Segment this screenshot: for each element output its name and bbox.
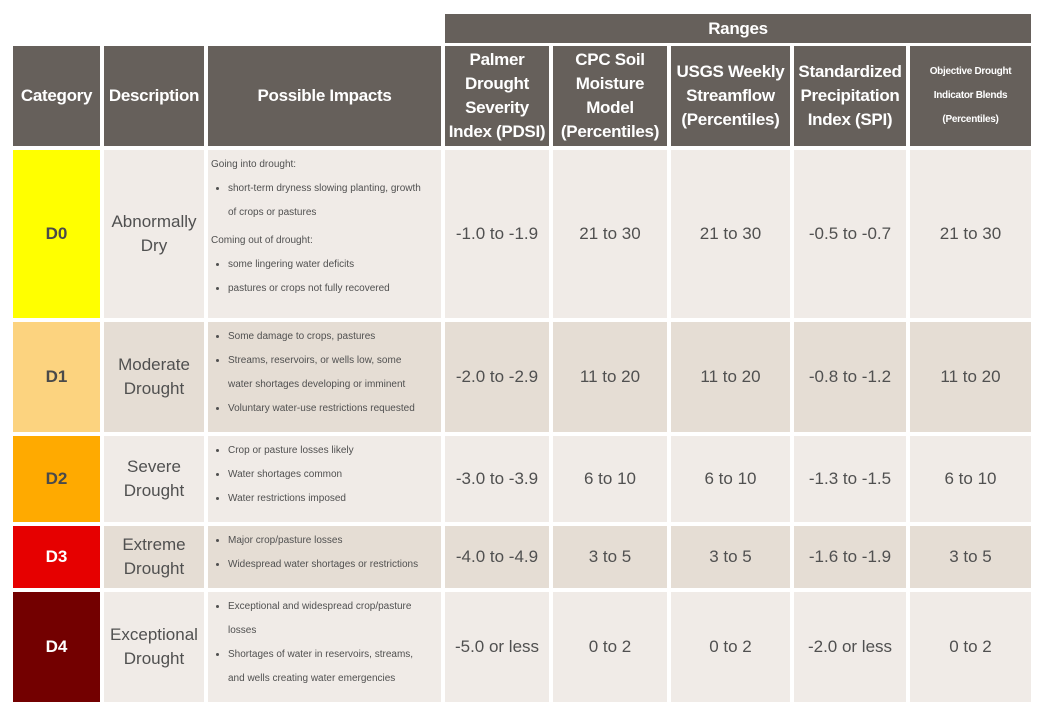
list-item: • Exceptional and widespread crop/pasture: [228, 595, 437, 619]
usgs-streamflow-header: USGS Weekly Streamflow (Percentiles): [671, 46, 790, 146]
usgs-cell: 21 to 30: [671, 150, 790, 318]
list-item: • Streams, reservoirs, or wells low, some: [228, 349, 437, 373]
impacts-list: [211, 439, 437, 511]
cpc-cell: 6 to 10: [553, 436, 667, 522]
impacts-list: [211, 177, 437, 225]
description-cell: Moderate Drought: [104, 322, 204, 432]
description-cell: Severe Drought: [104, 436, 204, 522]
list-item: of crops or pastures: [228, 207, 317, 218]
list-item: losses: [228, 625, 257, 636]
spi-cell: -2.0 or less: [794, 592, 906, 702]
list-item: • Water shortages common: [228, 463, 437, 487]
cpc-cell: 11 to 20: [553, 322, 667, 432]
blends-cell: 11 to 20: [910, 322, 1031, 432]
impacts-cell: [208, 526, 441, 588]
list-item: • pastures or crops not fully recovered: [228, 277, 437, 301]
list-item: • Widespread water shortages or restrictions: [228, 553, 437, 577]
list-item: water shortages developing or imminent: [228, 379, 406, 390]
list-item: • Voluntary water-use restrictions requested: [228, 397, 437, 421]
cpc-soil-header: CPC Soil Moisture Model (Percentiles): [553, 46, 667, 146]
spi-cell: -0.5 to -0.7: [794, 150, 906, 318]
impacts-list: [211, 595, 437, 691]
blends-cell: 0 to 2: [910, 592, 1031, 702]
cpc-cell: 0 to 2: [553, 592, 667, 702]
cpc-cell: 21 to 30: [553, 150, 667, 318]
spi-cell: -1.6 to -1.9: [794, 526, 906, 588]
pdsi-header: Palmer Drought Severity Index (PDSI): [445, 46, 549, 146]
blends-cell: 21 to 30: [910, 150, 1031, 318]
impacts-cell: [208, 436, 441, 522]
category-cell-d4: D4: [13, 592, 100, 702]
usgs-cell: 0 to 2: [671, 592, 790, 702]
pdsi-cell: -1.0 to -1.9: [445, 150, 549, 318]
list-item: • Some damage to crops, pastures: [228, 325, 437, 349]
category-cell-d3: D3: [13, 526, 100, 588]
pdsi-cell: -5.0 or less: [445, 592, 549, 702]
impacts-cell: [208, 322, 441, 432]
category-header: Category: [13, 46, 100, 146]
blends-cell: 3 to 5: [910, 526, 1031, 588]
possible-impacts-header: Possible Impacts: [208, 46, 441, 146]
impacts-coming-label: Coming out of drought:: [211, 235, 313, 246]
impacts-list: [211, 325, 437, 421]
ranges-header: Ranges: [445, 14, 1031, 43]
impacts-going-label: Going into drought:: [211, 159, 297, 170]
list-item: • Shortages of water in reservoirs, streams,: [228, 643, 437, 667]
list-item: and wells creating water emergencies: [228, 673, 396, 684]
impacts-cell: [208, 592, 441, 702]
blends-header: Objective Drought Indicator Blends (Percentiles): [910, 46, 1031, 146]
usgs-cell: 11 to 20: [671, 322, 790, 432]
spi-cell: -0.8 to -1.2: [794, 322, 906, 432]
usgs-cell: 6 to 10: [671, 436, 790, 522]
description-header: Description: [104, 46, 204, 146]
pdsi-cell: -4.0 to -4.9: [445, 526, 549, 588]
impacts-cell: [208, 150, 441, 318]
blends-cell: 6 to 10: [910, 436, 1031, 522]
category-cell-d1: D1: [13, 322, 100, 432]
description-cell: Abnormally Dry: [104, 150, 204, 318]
pdsi-cell: -2.0 to -2.9: [445, 322, 549, 432]
category-cell-d0: D0: [13, 150, 100, 318]
cpc-cell: 3 to 5: [553, 526, 667, 588]
description-cell: Exceptional Drought: [104, 592, 204, 702]
list-item: • Water restrictions imposed: [228, 487, 437, 511]
spi-header: Standardized Precipitation Index (SPI): [794, 46, 906, 146]
impacts-list: [211, 253, 437, 301]
impacts-list: [211, 529, 437, 577]
pdsi-cell: -3.0 to -3.9: [445, 436, 549, 522]
category-cell-d2: D2: [13, 436, 100, 522]
usgs-cell: 3 to 5: [671, 526, 790, 588]
spi-cell: -1.3 to -1.5: [794, 436, 906, 522]
list-item: • short-term dryness slowing planting, growth: [228, 177, 437, 201]
list-item: • Crop or pasture losses likely: [228, 439, 437, 463]
description-cell: Extreme Drought: [104, 526, 204, 588]
list-item: • some lingering water deficits: [228, 253, 437, 277]
list-item: • Major crop/pasture losses: [228, 529, 437, 553]
